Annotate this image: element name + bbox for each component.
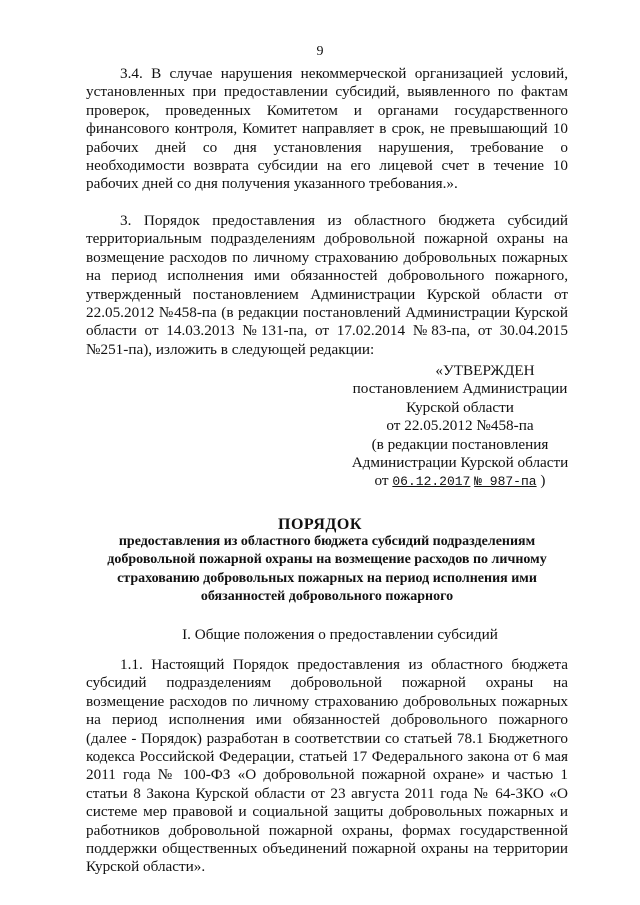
section-heading: I. Общие положения о предоставлении субсидий	[182, 626, 498, 643]
approval-stamp	[340, 362, 580, 492]
approval-line: (в редакции постановления	[371, 435, 549, 453]
approval-signature-line	[340, 472, 580, 491]
paragraph-3-4: 3.4. В случае нарушения некоммерческой организацией условий, установленных при предоставлении субсидий, выявленного по фактам проверок, проведенных Комитетом и органами государственного финансового контроля, Комитет направляет в срок, не превышающий 10 рабочих дней со дня установления нарушения, требование о необходимости возврата субсидии на его лицевой счет в течение 10 рабочих дней со дня получения указанного требования.».	[86, 65, 568, 193]
paragraph-3: 3. Порядок предоставления из областного бюджета субсидий территориальным подразделениям добровольной пожарной охраны на возмещение расходов по личному страхованию добровольных пожарных на период исполнения ими обязанностей добровольного пожарного, утвержденный постановлением Администрации Курской области от 22.05.2012 №458-па (в редакции постановлений Администрации Курской области от 14.03.2013 №131-па, от 17.02.2014 №83-па, от 30.04.2015 №251-па), изложить в следующей редакции:	[86, 212, 568, 358]
approval-date: 06.12.2017	[392, 474, 471, 490]
approval-number: № 987-па	[474, 474, 537, 490]
approval-line: «УТВЕРЖДЕН	[435, 362, 535, 379]
document-title: ПОРЯДОК	[278, 516, 362, 533]
approval-from: от	[374, 472, 389, 490]
approval-line: Курской области	[406, 398, 514, 416]
paragraph-1-1: 1.1. Настоящий Порядок предоставления из областного бюджета субсидий подразделениям добровольной пожарной охраны на возмещение расходов по личному страхованию добровольных пожарных на период исполнения ими обязанностей добровольного пожарного (далее - Порядок) разработан в соответствии со статьей 78.1 Бюджетного кодекса Российской Федерации, статьей 17 Федерального закона от 6 мая 2011 года № 100-ФЗ «О добровольной пожарной охране» и частью 1 статьи 8 Закона Курской области от 23 августа 2011 года № 64-ЗКО «О системе мер правовой и социальной защиты добровольных пожарных и работников добровольной пожарной охраны, формах государственной поддержки общественных объединений пожарной охраны на территории Курской области».	[86, 656, 568, 876]
approval-line: постановлением Администрации	[352, 380, 568, 398]
page-number: 9	[316, 44, 324, 59]
approval-line: от 22.05.2012 №458-па	[386, 417, 534, 435]
document-subtitle: предоставления из областного бюджета субсидий подразделениям добровольной пожарной охраны на возмещение расходов по личному страхованию добровольных пожарных на период исполнения ими обязанностей добровольного пожарного	[107, 534, 547, 605]
approval-line: Администрации Курской области	[351, 454, 569, 472]
approval-close: )	[540, 472, 546, 490]
